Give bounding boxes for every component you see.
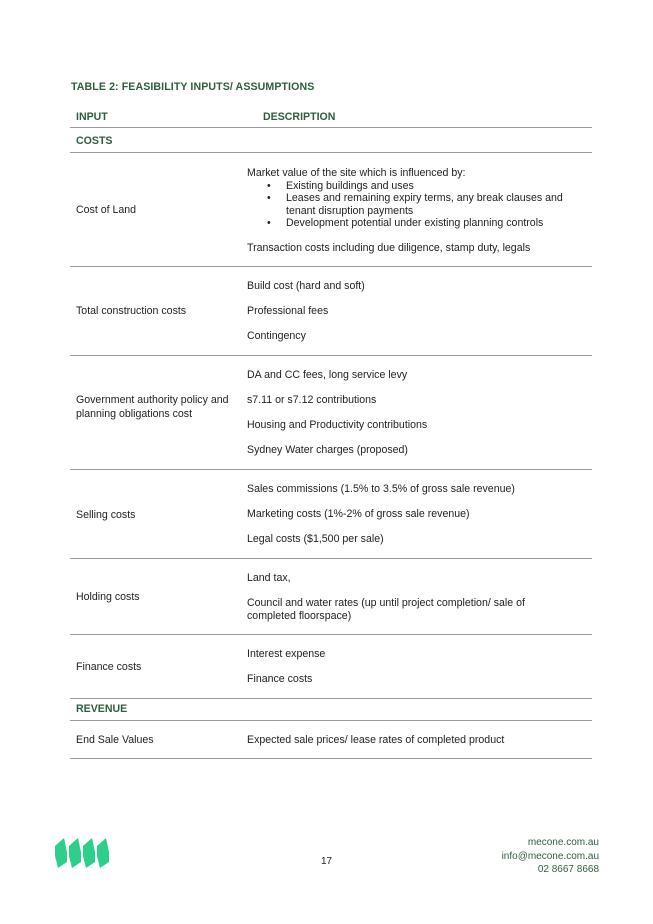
divider — [70, 127, 592, 128]
row-label: Holding costs — [76, 591, 140, 603]
bullet-item: • Leases and remaining expiry terms, any break clauses and tenant disruption payments — [267, 192, 563, 217]
description-line: Interest expense — [247, 648, 326, 660]
description-line: Sales commissions (1.5% to 3.5% of gross sale revenue) — [247, 483, 515, 495]
divider — [70, 634, 592, 635]
row-label: Total construction costs — [76, 305, 187, 317]
row-label: End Sale Values — [76, 734, 154, 746]
description-line: Land tax, — [247, 572, 291, 584]
bullet-item: • Existing buildings and uses — [267, 179, 414, 192]
description-line: Marketing costs (1%-2% of gross sale revenue) — [247, 508, 470, 520]
website-link[interactable]: mecone.com.au — [527, 837, 599, 848]
description-line: Contingency — [247, 330, 306, 342]
description-line: Transaction costs including due diligence, stamp duty, legals — [247, 241, 531, 254]
row-description — [247, 167, 587, 255]
column-header-description: DESCRIPTION — [263, 111, 336, 123]
divider — [70, 558, 592, 559]
description-line: Build cost (hard and soft) — [247, 280, 365, 292]
page-number: 17 — [320, 856, 333, 867]
description-line: DA and CC fees, long service levy — [247, 369, 408, 381]
description-line: Sydney Water charges (proposed) — [247, 444, 408, 456]
description-line: Professional fees — [247, 305, 329, 317]
description-line: Expected sale prices/ lease rates of completed product — [247, 734, 505, 746]
row-label: Government authority policy and planning obligations cost — [76, 394, 229, 420]
divider — [70, 758, 592, 759]
description-line: Housing and Productivity contributions — [247, 419, 428, 431]
email-link[interactable]: info@mecone.com.au — [501, 850, 599, 862]
contact-block — [502, 836, 599, 877]
row-label: Selling costs — [76, 509, 136, 521]
bullet-item: • Development potential under existing planning controls — [267, 217, 544, 230]
row-label: Finance costs — [76, 661, 142, 673]
description-line: Finance costs — [247, 673, 313, 685]
divider — [70, 266, 592, 267]
table-title: TABLE 2: FEASIBILITY INPUTS/ ASSUMPTIONS — [71, 81, 315, 93]
section-costs: COSTS — [76, 135, 113, 147]
section-revenue: REVENUE — [76, 703, 128, 715]
row-label: Cost of Land — [76, 204, 137, 216]
phone-number: 02 8667 8668 — [537, 864, 599, 875]
description-line: s7.11 or s7.12 contributions — [247, 394, 377, 406]
description-line: Market value of the site which is influenced by: — [247, 167, 466, 179]
bullet-list — [247, 180, 587, 230]
description-line: Council and water rates (up until project completion/ sale of completed floorspace) — [247, 597, 525, 622]
divider — [70, 469, 592, 470]
divider — [70, 698, 592, 699]
divider — [70, 152, 592, 153]
divider — [70, 355, 592, 356]
divider — [70, 720, 592, 721]
column-header-input: INPUT — [76, 111, 108, 123]
description-line: Legal costs ($1,500 per sale) — [247, 533, 384, 545]
